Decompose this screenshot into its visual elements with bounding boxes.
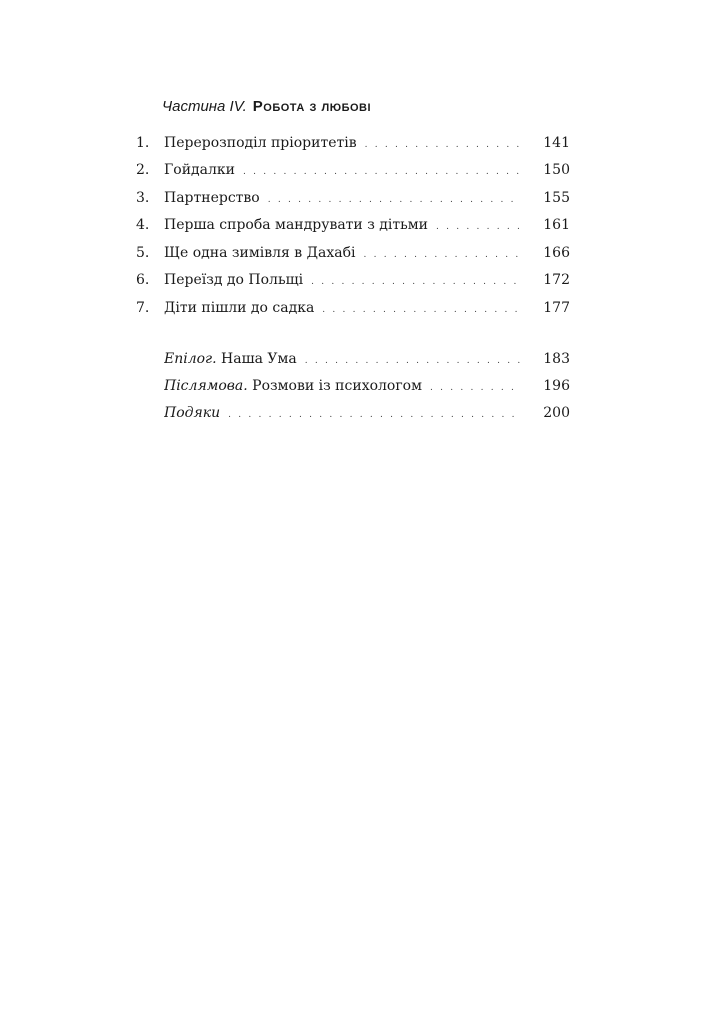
chapter-title: Переїзд до Польщі bbox=[164, 272, 304, 288]
page-number: 166 bbox=[543, 245, 570, 261]
entry-title bbox=[164, 378, 430, 394]
page-number: 177 bbox=[543, 300, 570, 316]
dot-leader bbox=[311, 277, 520, 287]
toc-entry-line bbox=[164, 378, 520, 394]
toc-entry bbox=[0, 351, 724, 378]
page-number: 200 bbox=[543, 405, 570, 421]
part-heading bbox=[162, 98, 371, 115]
entry-subtitle: Наша Ума bbox=[221, 351, 297, 367]
entry-title bbox=[164, 351, 305, 367]
chapter-title: Партнерство bbox=[164, 190, 260, 206]
toc-entry bbox=[0, 300, 724, 327]
toc-entry-line bbox=[164, 190, 520, 206]
toc-entry-line bbox=[164, 162, 520, 178]
page-number: 183 bbox=[543, 351, 570, 367]
toc-entry-line bbox=[164, 405, 520, 421]
toc-entry-line bbox=[164, 300, 520, 316]
chapter-number: 3. bbox=[136, 190, 150, 206]
dot-leader bbox=[436, 222, 520, 232]
chapter-number: 5. bbox=[136, 245, 150, 261]
toc-entry-line bbox=[164, 135, 520, 151]
entry-lead: Подяки bbox=[164, 405, 221, 421]
chapter-title: Перерозподіл пріоритетів bbox=[164, 135, 357, 151]
chapter-title: Ще одна зимівля в Дахабі bbox=[164, 245, 356, 261]
page-number: 155 bbox=[543, 190, 570, 206]
chapter-number: 7. bbox=[136, 300, 150, 316]
toc-entry bbox=[0, 162, 724, 189]
chapter-number: 1. bbox=[136, 135, 150, 151]
toc-entry bbox=[0, 217, 724, 244]
toc-entry-line bbox=[164, 217, 520, 233]
page-number: 150 bbox=[543, 162, 570, 178]
toc-entry bbox=[0, 378, 724, 405]
toc-entry bbox=[0, 135, 724, 162]
chapter-number: 2. bbox=[136, 162, 150, 178]
chapter-title: Діти пішли до садка bbox=[164, 300, 315, 316]
chapter-title: Гойдалки bbox=[164, 162, 235, 178]
page-number: 161 bbox=[543, 217, 570, 233]
dot-leader bbox=[322, 305, 520, 315]
dot-leader bbox=[430, 383, 520, 393]
toc-entry bbox=[0, 405, 724, 432]
toc-entry-line bbox=[164, 351, 520, 367]
dot-leader bbox=[228, 410, 520, 420]
toc-entry-line bbox=[164, 245, 520, 261]
chapter-number: 6. bbox=[136, 272, 150, 288]
toc-entry bbox=[0, 190, 724, 217]
page-number: 141 bbox=[543, 135, 570, 151]
part-label: Частина IV. bbox=[162, 98, 247, 115]
part-title: Робота з любові bbox=[252, 98, 372, 115]
dot-leader bbox=[268, 195, 520, 205]
dot-leader bbox=[305, 356, 520, 366]
entry-lead: Післямова. bbox=[164, 378, 248, 394]
entry-lead: Епілог. bbox=[164, 351, 217, 367]
dot-leader bbox=[364, 250, 521, 260]
page-number: 196 bbox=[543, 378, 570, 394]
toc-entry-line bbox=[164, 272, 520, 288]
dot-leader bbox=[243, 167, 520, 177]
toc-entry bbox=[0, 272, 724, 299]
entry-subtitle: Розмови із психологом bbox=[252, 378, 422, 394]
chapter-title: Перша спроба мандрувати з дітьми bbox=[164, 217, 428, 233]
toc-entry bbox=[0, 245, 724, 272]
entry-title bbox=[164, 405, 228, 421]
chapter-number: 4. bbox=[136, 217, 150, 233]
page-number: 172 bbox=[543, 272, 570, 288]
dot-leader bbox=[365, 140, 520, 150]
